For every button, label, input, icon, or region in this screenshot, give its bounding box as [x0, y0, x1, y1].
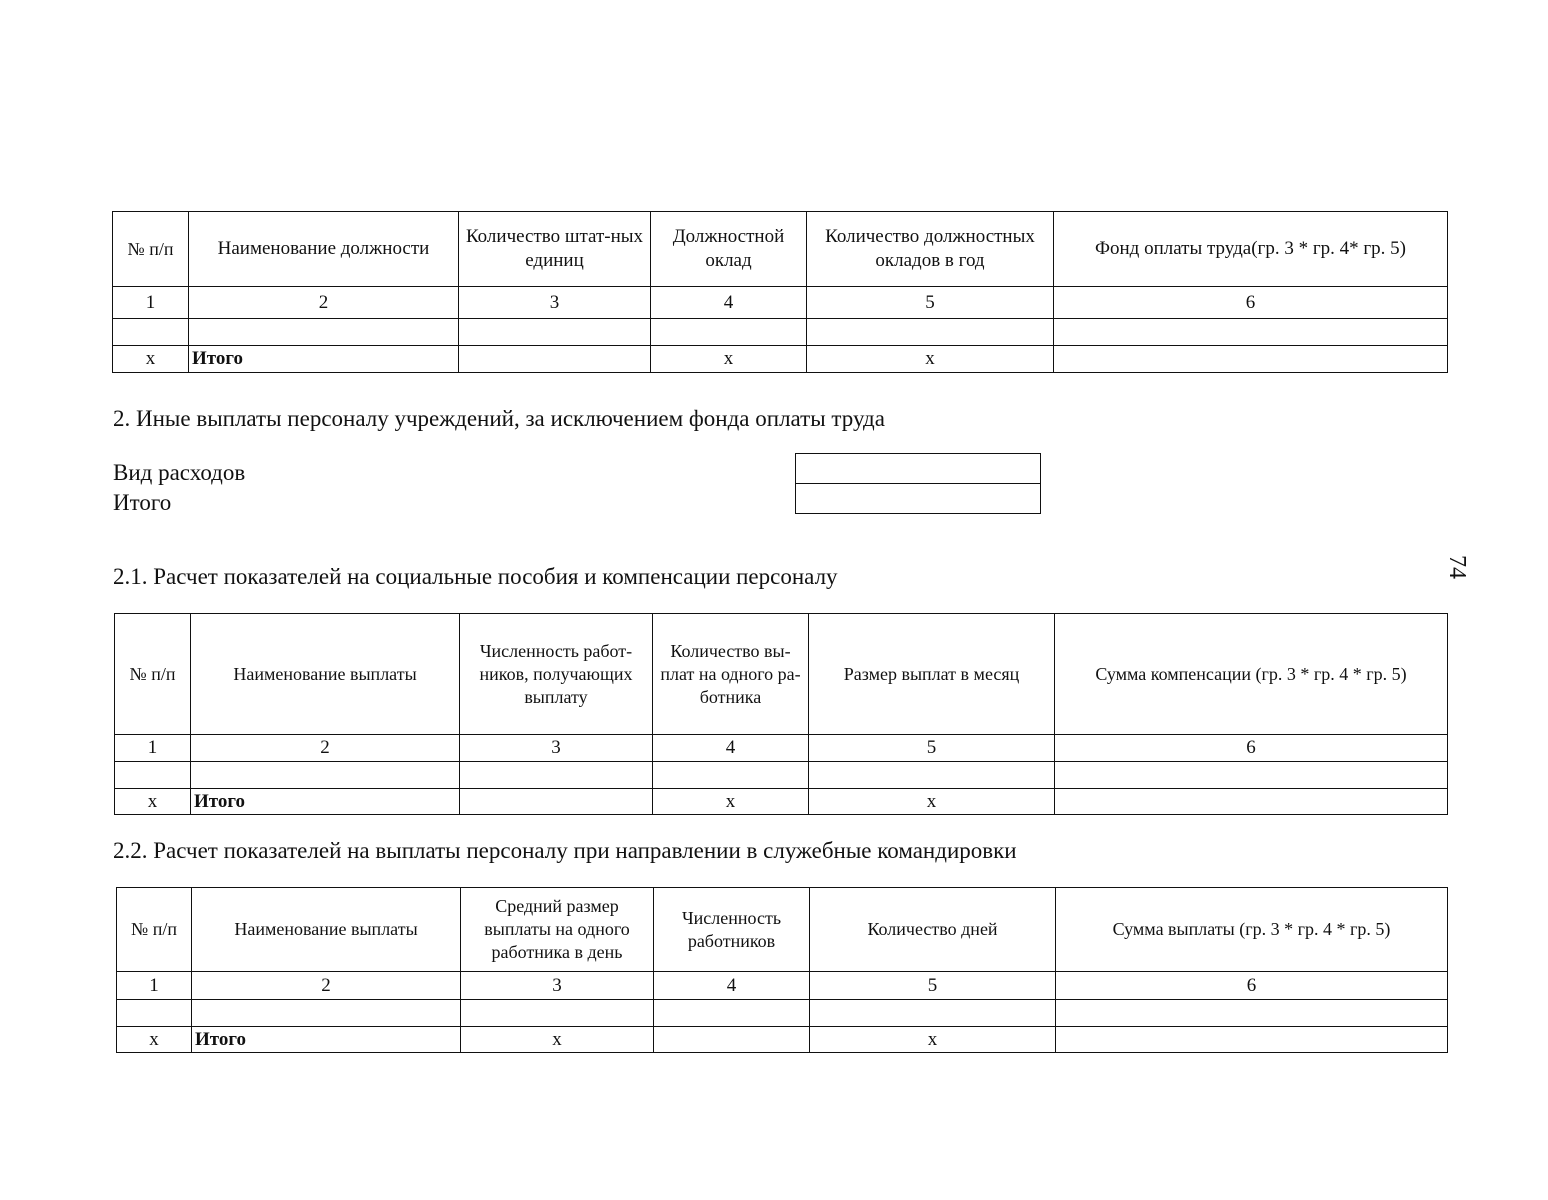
social-benefits-table [114, 613, 1448, 815]
total-cell [1056, 1027, 1448, 1053]
empty-cell [1056, 1000, 1448, 1027]
empty-cell [461, 1000, 654, 1027]
total-row [117, 1027, 1448, 1053]
empty-data-row [115, 762, 1448, 789]
empty-cell [189, 319, 459, 346]
column-number-cell: 1 [115, 735, 191, 762]
column-number-row [117, 972, 1448, 1000]
business-trip-table [116, 887, 1448, 1053]
empty-cell [807, 319, 1054, 346]
column-number-cell: 5 [810, 972, 1056, 1000]
header-cell: Должностной оклад [651, 212, 807, 287]
empty-cell [651, 319, 807, 346]
empty-cell [192, 1000, 461, 1027]
section-2-title: 2. Иные выплаты персоналу учреждений, за исключением фонда оплаты труда [113, 406, 885, 431]
header-cell: № п/п [113, 212, 189, 287]
empty-cell [459, 319, 651, 346]
empty-cell [460, 762, 653, 789]
column-number-cell: 1 [117, 972, 192, 1000]
total-cell [654, 1027, 810, 1053]
header-cell: Количество вы-плат на одного ра-ботника [653, 614, 809, 735]
header-cell: Средний размер выплаты на одного работника в день [461, 888, 654, 972]
header-cell: Сумма выплаты (гр. 3 * гр. 4 * гр. 5) [1056, 888, 1448, 972]
column-number-row [113, 287, 1448, 319]
total-label: Итого [189, 346, 459, 373]
column-number-row [115, 735, 1448, 762]
table-header-row [115, 614, 1448, 735]
table-header-row [113, 212, 1448, 287]
total-cell: х [113, 346, 189, 373]
page-number: 74 [1444, 555, 1470, 579]
empty-cell [809, 762, 1055, 789]
header-cell: Количество дней [810, 888, 1056, 972]
total-cell: х [653, 789, 809, 815]
total-cell: х [115, 789, 191, 815]
total-cell: х [651, 346, 807, 373]
expense-type-label: Вид расходов [113, 460, 246, 485]
header-cell: Наименование должности [189, 212, 459, 287]
total-cell: х [461, 1027, 654, 1053]
header-cell: Сумма компенсации (гр. 3 * гр. 4 * гр. 5) [1055, 614, 1448, 735]
column-number-cell: 6 [1055, 735, 1448, 762]
total-cell [1055, 789, 1448, 815]
total-cell: х [807, 346, 1054, 373]
empty-cell [115, 762, 191, 789]
header-cell: Численность работников [654, 888, 810, 972]
empty-cell [1054, 319, 1448, 346]
section-2-2-title: 2.2. Расчет показателей на выплаты персоналу при направлении в служебные командировки [113, 838, 1017, 863]
column-number-cell: 3 [459, 287, 651, 319]
empty-cell [113, 319, 189, 346]
table-header-row [117, 888, 1448, 972]
column-number-cell: 2 [192, 972, 461, 1000]
total-row [113, 346, 1448, 373]
total-label: Итого [191, 789, 460, 815]
header-cell: Наименование выплаты [192, 888, 461, 972]
column-number-cell: 2 [189, 287, 459, 319]
header-cell: № п/п [115, 614, 191, 735]
section-2-1-title: 2.1. Расчет показателей на социальные пособия и компенсации персоналу [113, 564, 838, 589]
column-number-cell: 5 [807, 287, 1054, 319]
header-cell: Численность работ-ников, получающих выплату [460, 614, 653, 735]
column-number-cell: 4 [651, 287, 807, 319]
empty-cell [117, 1000, 192, 1027]
total-label: Итого [192, 1027, 461, 1053]
total-cell [460, 789, 653, 815]
column-number-cell: 3 [460, 735, 653, 762]
total-cell: х [117, 1027, 192, 1053]
column-number-cell: 1 [113, 287, 189, 319]
column-number-cell: 6 [1054, 287, 1448, 319]
empty-cell [191, 762, 460, 789]
expense-value-box [795, 453, 1041, 514]
total-cell: х [810, 1027, 1056, 1053]
column-number-cell: 5 [809, 735, 1055, 762]
header-cell: Количество должностных окладов в год [807, 212, 1054, 287]
header-cell: Количество штат-ных единиц [459, 212, 651, 287]
salary-fund-table [112, 211, 1448, 373]
expense-type-value [796, 454, 1040, 483]
empty-data-row [113, 319, 1448, 346]
expense-total-value [796, 483, 1040, 513]
column-number-cell: 4 [654, 972, 810, 1000]
column-number-cell: 3 [461, 972, 654, 1000]
header-cell: Фонд оплаты труда(гр. 3 * гр. 4* гр. 5) [1054, 212, 1448, 287]
empty-cell [1055, 762, 1448, 789]
header-cell: Наименование выплаты [191, 614, 460, 735]
header-cell: № п/п [117, 888, 192, 972]
expense-total-label: Итого [113, 490, 172, 515]
header-cell: Размер выплат в месяц [809, 614, 1055, 735]
empty-cell [810, 1000, 1056, 1027]
total-cell [459, 346, 651, 373]
empty-data-row [117, 1000, 1448, 1027]
total-cell: х [809, 789, 1055, 815]
total-row [115, 789, 1448, 815]
column-number-cell: 2 [191, 735, 460, 762]
total-cell [1054, 346, 1448, 373]
column-number-cell: 6 [1056, 972, 1448, 1000]
empty-cell [653, 762, 809, 789]
column-number-cell: 4 [653, 735, 809, 762]
empty-cell [654, 1000, 810, 1027]
